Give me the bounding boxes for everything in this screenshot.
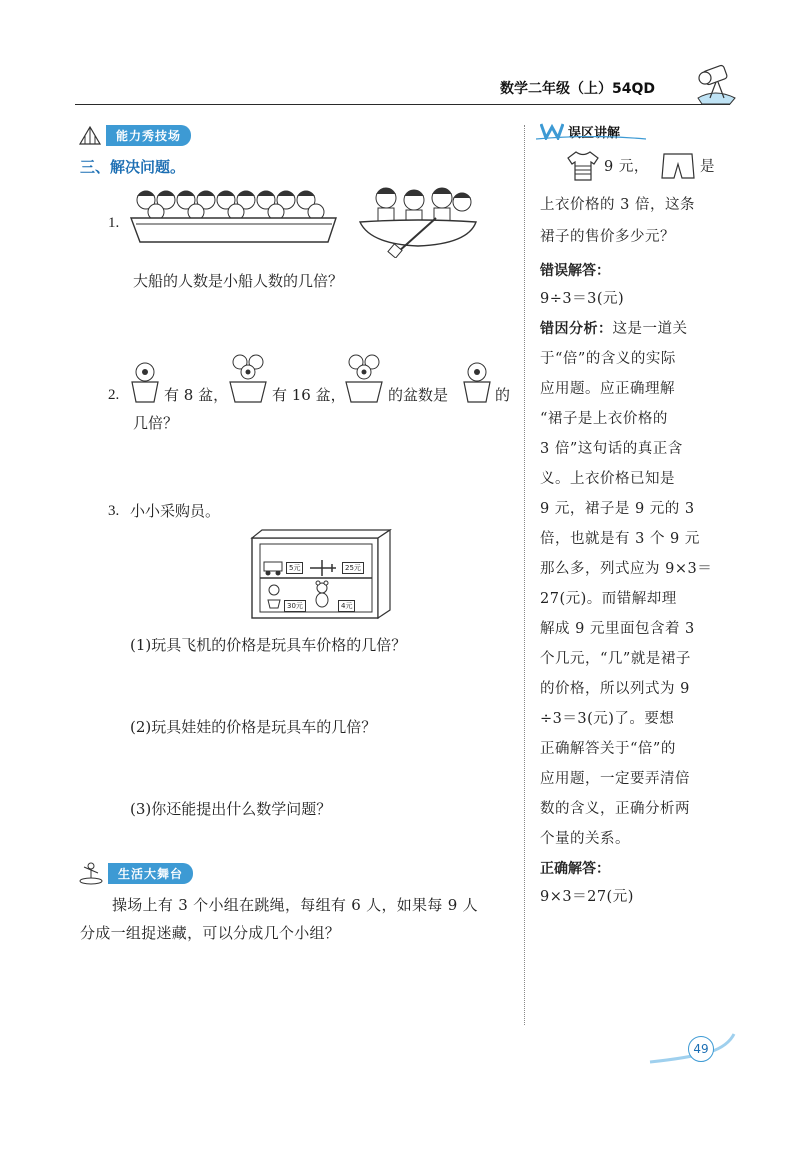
reason-line: ÷3＝3(元)了。要想 <box>540 711 675 727</box>
q1-number: 1. <box>108 215 120 231</box>
flower-pot-large-icon <box>342 350 386 404</box>
reason-line: “裙子是上衣价格的 <box>540 411 668 427</box>
flower-pot-small-icon <box>460 360 494 404</box>
reason-line: 那么多，列式应为 9×3＝ <box>540 561 713 577</box>
right-q-part2: 是 <box>700 159 715 175</box>
reason-line: 这是一道关 <box>612 321 688 337</box>
badge-ability-label: 能力秀技场 <box>106 125 191 146</box>
price-tag-plane: 25元 <box>342 562 364 574</box>
q2-part3: 的盆数是 <box>388 386 449 404</box>
right-q-line3: 裙子的售价多少元？ <box>540 229 675 245</box>
price-tag-car: 5元 <box>286 562 303 574</box>
wrong-answer-heading: 错误解答： <box>540 263 610 279</box>
q2-part4: 的 <box>495 386 511 404</box>
reason-line: 应用题。应正确理解 <box>540 381 675 397</box>
reason-line: 9 元，裙子是 9 元的 3 <box>540 501 695 517</box>
reason-line: 27(元)。而错解却理 <box>540 591 677 607</box>
life-problem-line2: 分成一组捉迷藏，可以分成几个小组？ <box>80 924 341 942</box>
right-q-part1: 9 元， <box>604 159 649 175</box>
q1-text: 大船的人数是小船人数的几倍？ <box>133 272 344 290</box>
reason-line: 义。上衣价格已知是 <box>540 471 675 487</box>
reason-heading: 错因分析： <box>540 321 613 337</box>
small-boat-picture <box>358 182 478 258</box>
section-title: 三、解决问题。 <box>80 158 186 176</box>
badge-underline <box>536 136 646 142</box>
reason-line: 于“倍”的含义的实际 <box>540 351 676 367</box>
reason-line: 的价格，所以列式为 9 <box>540 681 690 697</box>
badge-mistake-label: 误区讲解 <box>568 125 621 141</box>
shorts-icon <box>660 150 696 182</box>
circus-tent-icon <box>78 124 102 146</box>
reason-block <box>540 314 730 854</box>
toy-shelf <box>246 528 396 620</box>
wrong-answer: 9÷3＝3(元) <box>540 291 625 307</box>
telescope-logo-icon <box>690 58 740 106</box>
page-header-title: 数学二年级（上）54QD <box>500 81 656 97</box>
flower-pot-large-icon <box>226 350 270 404</box>
reason-line: 个量的关系。 <box>540 831 630 847</box>
reason-line: 正确解答关于“倍”的 <box>540 741 676 757</box>
price-tag-doll: 30元 <box>284 600 306 612</box>
correct-answer: 9×3＝27(元) <box>540 889 634 905</box>
q2-part5: 几倍？ <box>133 414 179 432</box>
reason-line: 倍，也就是有 3 个 9 元 <box>540 531 700 547</box>
section-badge-ability <box>78 124 191 146</box>
life-problem-line1: 操场上有 3 个小组在跳绳，每组有 6 人，如果每 9 人 <box>112 896 478 914</box>
big-boat-picture <box>128 182 340 246</box>
right-q-line2: 上衣价格的 3 倍，这条 <box>540 197 695 213</box>
page-number: 49 <box>688 1036 714 1062</box>
column-divider <box>524 125 525 1025</box>
q3-sub3: (3)你还能提出什么数学问题？ <box>130 800 332 818</box>
q3-sub1: (1)玩具飞机的价格是玩具车价格的几倍？ <box>130 636 407 654</box>
q2-part1: 有 8 盆， <box>164 386 229 404</box>
flower-pot-small-icon <box>128 360 162 404</box>
q2-number: 2. <box>108 387 120 403</box>
section-badge-life <box>78 862 193 884</box>
badge-life-label: 生活大舞台 <box>108 863 193 884</box>
price-tag-bear: 4元 <box>338 600 355 612</box>
q3-sub2: (2)玩具娃娃的价格是玩具车的几倍？ <box>130 718 377 736</box>
shirt-icon <box>566 150 600 182</box>
correct-answer-heading: 正确解答： <box>540 861 610 877</box>
reason-line: 个几元，“几”就是裙子 <box>540 651 691 667</box>
q2-part2: 有 16 盆， <box>272 386 346 404</box>
q3-title: 小小采购员。 <box>130 502 221 520</box>
reason-line: 3 倍”这句话的真正含 <box>540 441 683 457</box>
dancer-stage-icon <box>78 861 104 885</box>
reason-line: 解成 9 元里面包含着 3 <box>540 621 695 637</box>
header-rule <box>75 104 730 105</box>
reason-line: 数的含义，正确分析两 <box>540 801 690 817</box>
reason-line: 应用题，一定要弄清倍 <box>540 771 690 787</box>
shelf-frame <box>246 528 396 620</box>
q3-number: 3. <box>108 503 120 519</box>
